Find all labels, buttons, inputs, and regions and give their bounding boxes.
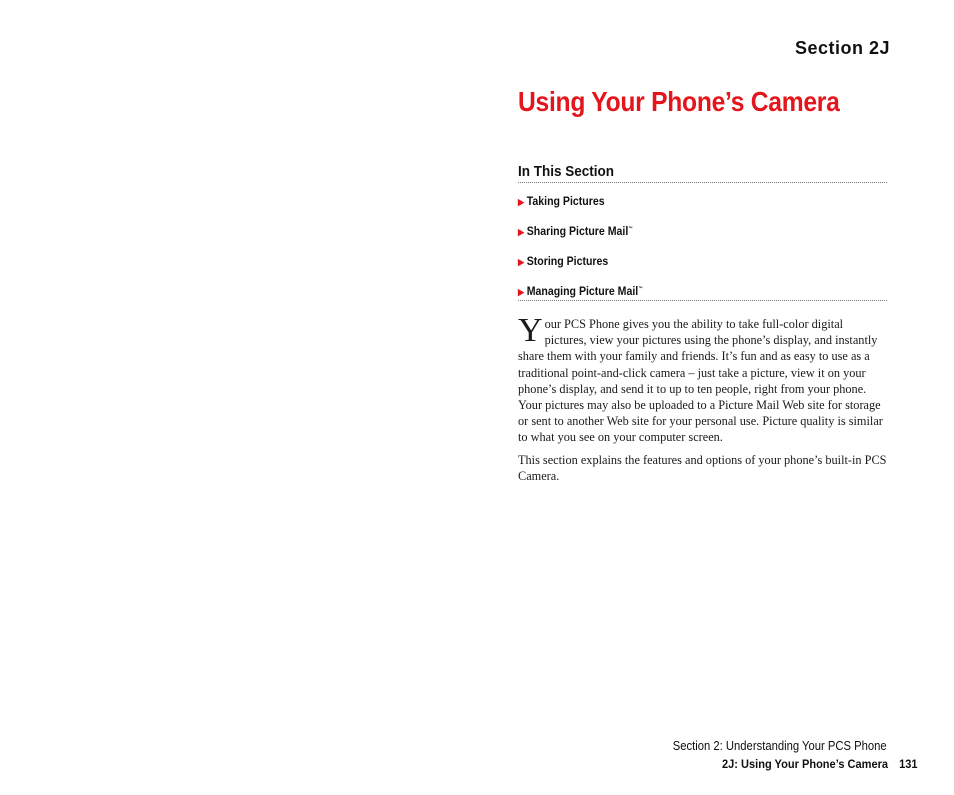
footer-chapter-title: 2J: Using Your Phone’s Camera bbox=[722, 757, 889, 771]
toc-bottom-rule bbox=[518, 300, 887, 301]
toc-item-sharing-picture-mail[interactable] bbox=[518, 224, 643, 254]
toc-list bbox=[518, 194, 660, 314]
footer-section-title: Section 2: Understanding Your PCS Phone bbox=[673, 739, 887, 753]
triangle-right-icon: ▶ bbox=[518, 227, 525, 237]
section-explanation-paragraph: This section explains the features and options of your phone’s built-in PCS Camera. bbox=[518, 452, 887, 483]
triangle-right-icon: ▶ bbox=[518, 287, 525, 297]
toc-link[interactable]: Storing Pictures bbox=[526, 254, 609, 268]
toc-link[interactable]: Sharing Picture Mail™ bbox=[526, 224, 633, 238]
toc-item-storing-pictures[interactable] bbox=[518, 254, 643, 284]
toc-item-taking-pictures[interactable] bbox=[518, 194, 643, 224]
triangle-right-icon: ▶ bbox=[518, 197, 525, 207]
footer-chapter bbox=[722, 757, 918, 771]
drop-cap: Y bbox=[518, 312, 543, 349]
intro-paragraph: Your PCS Phone gives you the ability to take full-color digital pictures, view your pictures using the phone’s display, and instantly share them with your family and friends. It’s fun and as easy to use as a traditional point-and-click camera – just take a picture, view it on your phone’s display, and send it to up to ten people, right from your phone. Your pictures may also be uploaded to a Picture Mail Web site for storage or sent to another Web site for your personal use. Picture quality is similar to what you see on your computer screen. bbox=[518, 312, 883, 445]
toc-link[interactable]: Taking Pictures bbox=[526, 194, 605, 208]
section-label: Section 2J bbox=[794, 38, 890, 58]
toc-item-managing-picture-mail[interactable] bbox=[518, 284, 643, 314]
toc-heading: In This Section bbox=[518, 163, 615, 180]
toc-top-rule bbox=[518, 182, 887, 183]
page-number: 131 bbox=[899, 757, 918, 771]
toc-link[interactable]: Managing Picture Mail™ bbox=[526, 284, 643, 298]
body-text bbox=[518, 312, 887, 490]
chapter-title: Using Your Phone’s Camera bbox=[518, 86, 840, 117]
triangle-right-icon: ▶ bbox=[518, 257, 525, 267]
